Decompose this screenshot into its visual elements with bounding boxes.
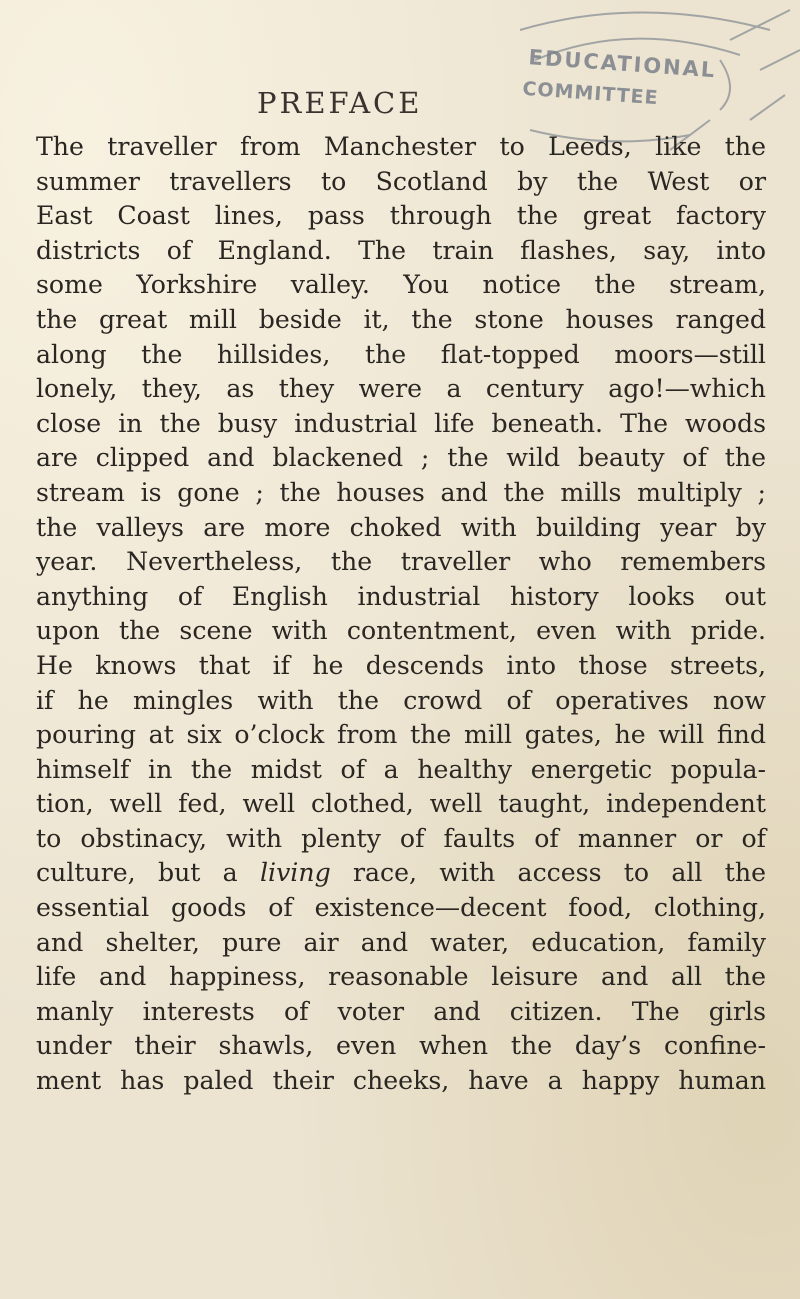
text-line: He knows that if he descends into those streets, bbox=[36, 650, 766, 680]
stamp-line-1: EDUCATIONAL bbox=[527, 45, 718, 83]
text-line: life and happiness, reasonable leisure and all the bbox=[36, 962, 766, 992]
text-line: himself in the midst of a healthy energetic popula- bbox=[36, 754, 766, 784]
text-fragment: culture, but a bbox=[36, 858, 260, 888]
text-line: essential goods of existence—decent food, clothing, bbox=[36, 893, 766, 923]
text-line: districts of England. The train flashes, say, into bbox=[36, 235, 766, 265]
text-line: close in the busy industrial life beneath. The woods bbox=[36, 408, 766, 438]
text-line: if he mingles with the crowd of operatives now bbox=[36, 685, 766, 715]
text-line: ment has paled their cheeks, have a happy human bbox=[36, 1066, 766, 1096]
text-line: and shelter, pure air and water, education, family bbox=[36, 927, 766, 957]
text-line-with-italic bbox=[36, 856, 766, 891]
text-line: East Coast lines, pass through the great factory bbox=[36, 201, 766, 231]
text-line: year. Nevertheless, the traveller who remembers bbox=[36, 547, 766, 577]
italic-word: living bbox=[259, 858, 331, 888]
text-line: the great mill beside it, the stone houses ranged bbox=[36, 304, 766, 334]
stamp-line-2: COMMITTEE bbox=[521, 77, 660, 110]
page-heading: PREFACE bbox=[257, 86, 423, 120]
text-line: are clipped and blackened ; the wild beauty of the bbox=[36, 443, 766, 473]
text-line: along the hillsides, the flat-topped moors—still bbox=[36, 339, 766, 369]
text-line: under their shawls, even when the day’s confine- bbox=[36, 1031, 766, 1061]
text-line: stream is gone ; the houses and the mills multiply ; bbox=[36, 477, 766, 507]
text-line: pouring at six o’clock from the mill gates, he will find bbox=[36, 720, 766, 750]
text-line: anything of English industrial history looks out bbox=[36, 581, 766, 611]
text-line: summer travellers to Scotland by the West or bbox=[36, 166, 766, 196]
text-line: to obstinacy, with plenty of faults of manner or of bbox=[36, 823, 766, 853]
preface-text bbox=[36, 130, 766, 1099]
text-line: tion, well fed, well clothed, well taught, independent bbox=[36, 789, 766, 819]
text-line: some Yorkshire valley. You notice the stream, bbox=[36, 270, 766, 300]
text-line: the valleys are more choked with building year by bbox=[36, 512, 766, 542]
text-line: lonely, they, as they were a century ago!—which bbox=[36, 374, 766, 404]
text-fragment: race, with access to all the bbox=[330, 858, 766, 888]
text-line: upon the scene with contentment, even with pride. bbox=[36, 616, 766, 646]
text-line: manly interests of voter and citizen. The girls bbox=[36, 996, 766, 1026]
text-line: The traveller from Manchester to Leeds, like the bbox=[36, 132, 766, 161]
